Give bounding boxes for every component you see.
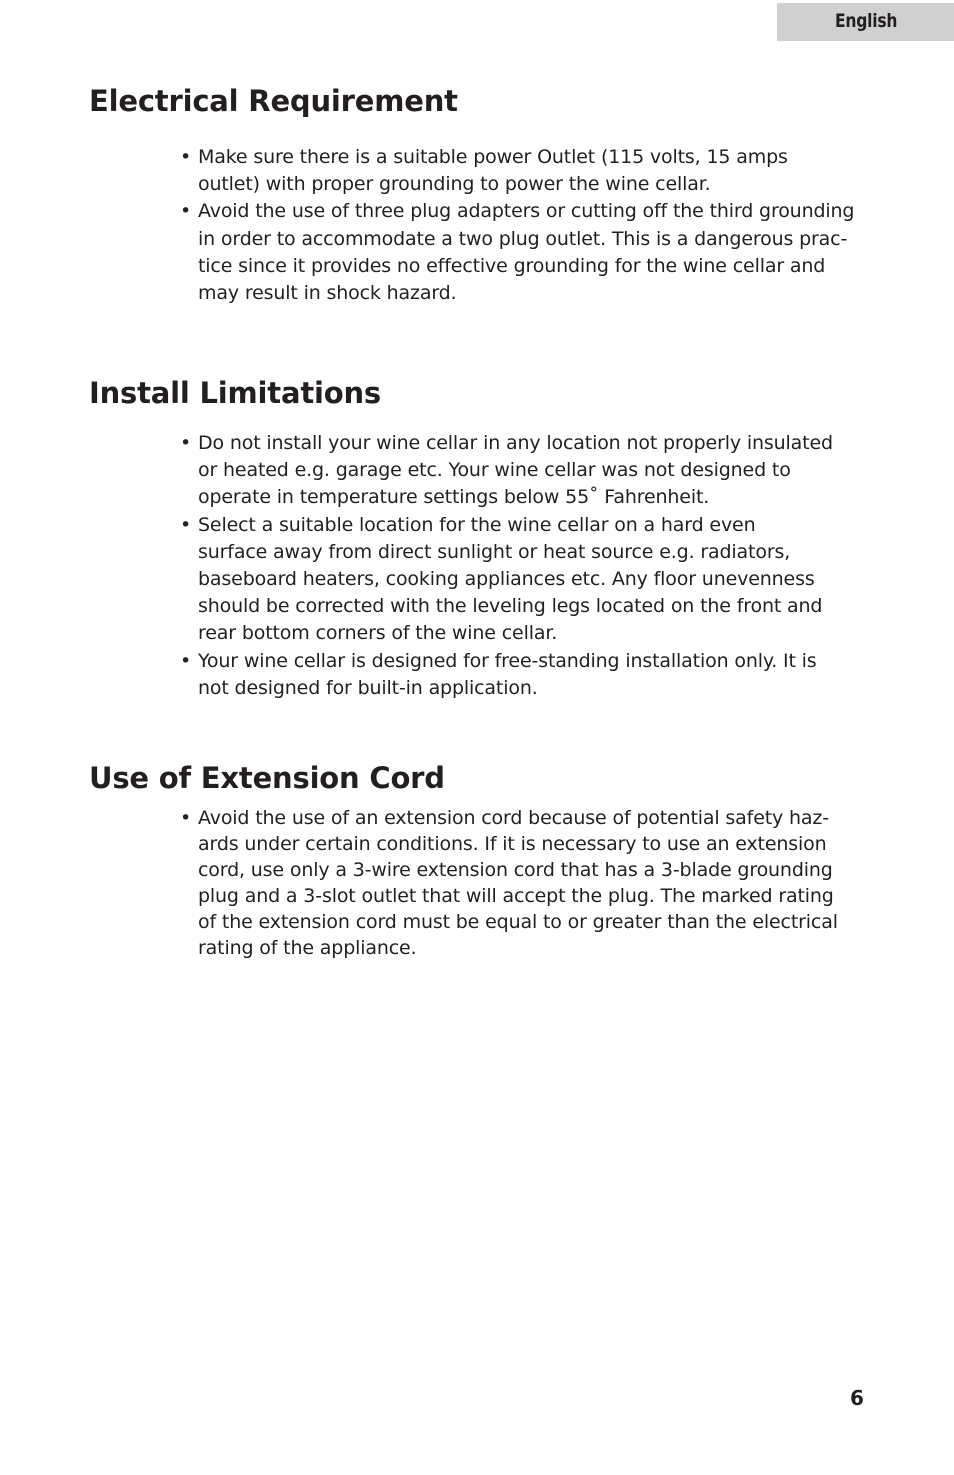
bullet-icon: •: [180, 513, 192, 536]
list-item: • Make sure there is a suitable power Outlet (115 volts, 15 amps outlet) with proper grounding to power the wine cellar.: [180, 146, 788, 196]
language-tab: [777, 3, 954, 41]
bullet-list: [180, 430, 870, 702]
bullet-icon: •: [180, 432, 192, 454]
list-item: • Do not install your wine cellar in any location not properly insulated or heated e.g. garage etc. Your wine cellar was not designed to operate in temperature settings below 55˚ Fahrenheit.: [180, 432, 833, 509]
section-heading: Electrical Requirement: [89, 84, 458, 118]
list-item: • Your wine cellar is designed for free-standing installation only. It is not designed for built-in application.: [180, 649, 817, 699]
bullet-list: [180, 805, 870, 961]
list-item: • Select a suitable location for the wine cellar on a hard even surface away from direct sunlight or heat source e.g. radiators, baseboard heaters, cooking appliances etc. Any floor unevenness should be corrected with the leveling legs located on the front and rear bottom corners of the wine cellar.: [180, 513, 823, 645]
section-heading: Install Limitations: [89, 376, 381, 410]
bullet-icon: •: [180, 146, 192, 168]
section-heading: Use of Extension Cord: [89, 761, 445, 795]
bullet-list: [180, 144, 870, 307]
list-item: • Avoid the use of an extension cord because of potential safety haz- ards under certain conditions. If it is necessary to use an extension cord, use only a 3-wire extension cord that has a 3-blade grounding plug and a 3-slot outlet that will accept the plug. The marked rating of the extension cord must be equal to or greater than the electrical rating of the appliance.: [180, 807, 838, 959]
page-number: 6: [850, 1386, 864, 1410]
bullet-icon: •: [180, 649, 192, 672]
bullet-icon: •: [180, 200, 192, 223]
list-item: • Avoid the use of three plug adapters or cutting off the third grounding in order to accommodate a two plug outlet. This is a dangerous prac- tice since it provides no effective grounding for the wine cellar and may result in shock hazard.: [180, 200, 855, 305]
language-label: English: [835, 10, 898, 32]
bullet-icon: •: [180, 807, 192, 829]
